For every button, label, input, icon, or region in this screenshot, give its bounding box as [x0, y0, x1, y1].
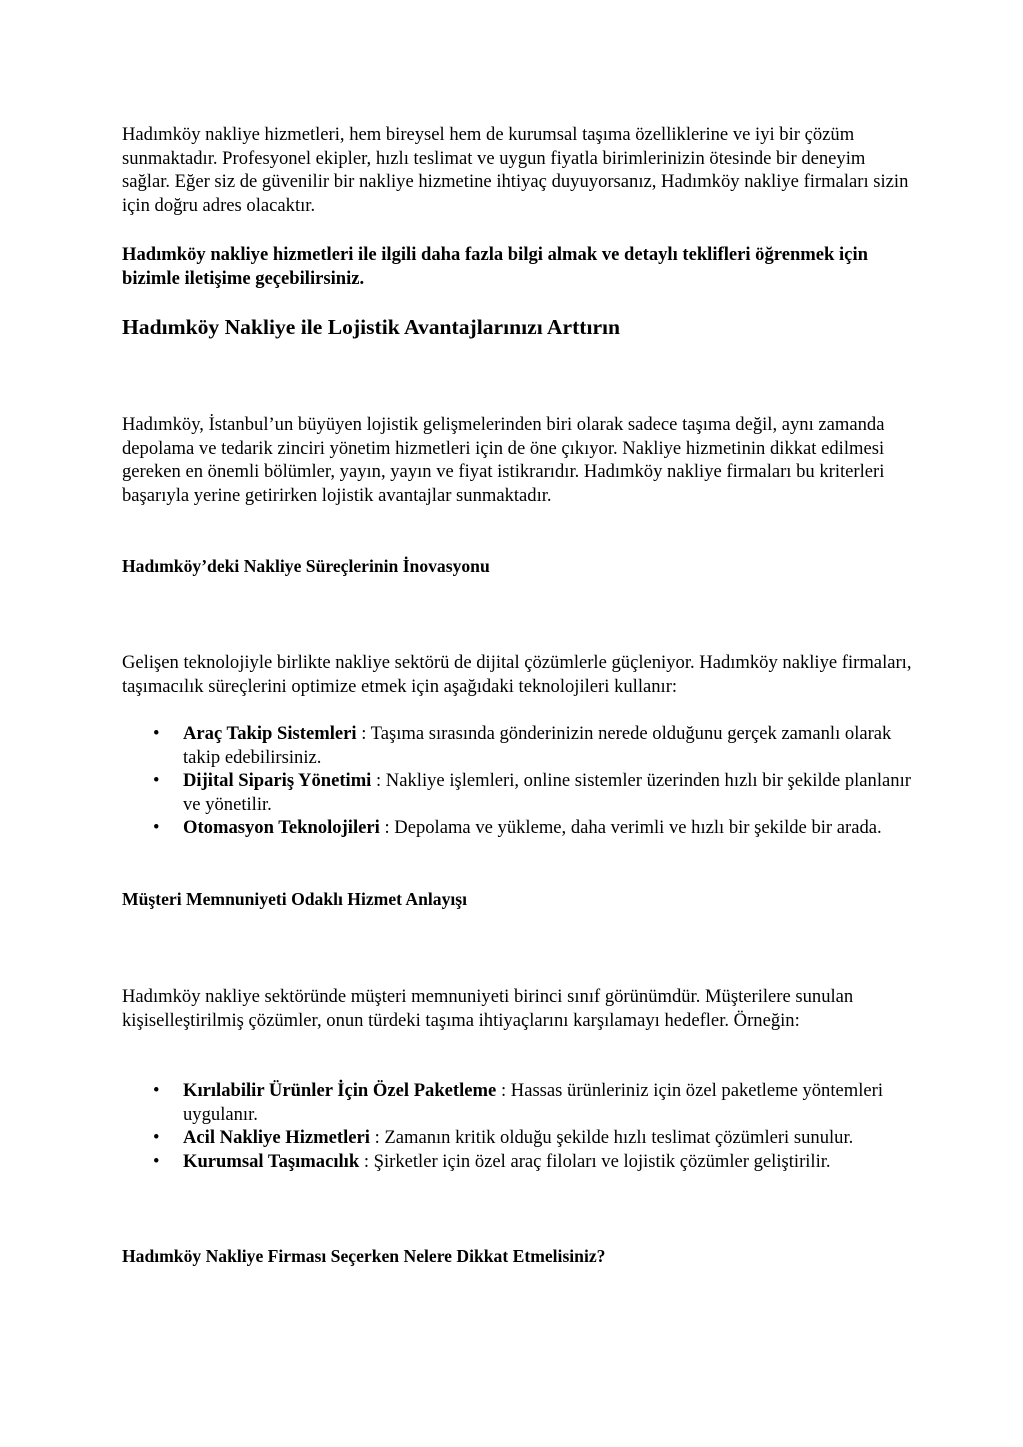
list-item-desc: : Depolama ve yükleme, daha verimli ve hızlı bir şekilde bir arada. [379, 817, 882, 838]
list-item-desc: : Şirketler için özel araç filoları ve lojistik çözümler geliştirilir. [359, 1150, 831, 1172]
bullet-icon: • [153, 1080, 160, 1101]
section2-paragraph: Gelişen teknolojiyle birlikte nakliye sektörü de dijital çözümlerle güçleniyor. Hadımköy nakliye firmaları, taşımacılık süreçlerini optimize etmek için aşağıdaki teknolojileri kullanır: [122, 652, 912, 697]
section2-list [122, 722, 912, 840]
intro-paragraph: Hadımköy nakliye hizmetleri, hem bireysel hem de kurumsal taşıma özelliklerine ve iyi bir çözüm sunmaktadır. Profesyonel ekipler, hızlı teslimat ve uygun fiyatla birimlerinizin ötesinde bir deneyim sağlar. Eğer siz de güvenilir bir nakliye hizmetine ihtiyaç duyuyorsanız, Hadımköy nakliye firmaları sizin için doğru adres olacaktır. [122, 124, 909, 216]
section3-paragraph: Hadımköy nakliye sektöründe müşteri memnuniyeti birinci sınıf görünümdür. Müşterilere sunulan kişiselleştirilmiş çözümler, onun türdeki taşıma ihtiyaçlarını karşılamayı hedefler. Örneğin: [122, 986, 854, 1031]
list-item-desc: : Hassas ürünleriniz için özel paketleme yöntemleri uygulanır. [183, 1080, 884, 1125]
list-item [122, 1126, 912, 1150]
section3-heading: Müşteri Memnuniyeti Odaklı Hizmet Anlayışı [122, 889, 468, 909]
bullet-icon: • [153, 1150, 160, 1172]
bullet-icon: • [153, 1127, 160, 1148]
section1-heading: Hadımköy Nakliye ile Lojistik Avantajlarınızı Arttırın [122, 315, 621, 339]
list-item [122, 769, 912, 816]
bullet-icon: • [153, 817, 160, 838]
section2-heading: Hadımköy’deki Nakliye Süreçlerinin İnovasyonu [122, 556, 490, 576]
list-item-desc: : Zamanın kritik olduğu şekilde hızlı teslimat çözümleri sunulur. [369, 1127, 854, 1148]
bullet-icon: • [153, 770, 160, 791]
list-item-term: Otomasyon Teknolojileri [183, 817, 380, 838]
list-item-term: Kırılabilir Ürünler İçin Özel Paketleme [183, 1080, 497, 1101]
list-item-term: Dijital Sipariş Yönetimi [183, 770, 372, 791]
list-item-term: Acil Nakliye Hizmetleri [183, 1127, 370, 1148]
list-item-term: Araç Takip Sistemleri [183, 723, 357, 744]
list-item-term: Kurumsal Taşımacılık [183, 1150, 360, 1172]
section1-paragraph: Hadımköy, İstanbul’un büyüyen lojistik gelişmelerinden biri olarak sadece taşıma değil, aynı zamanda depolama ve tedarik zinciri yönetim hizmetleri için de öne çıkıyor. Nakliye hizmetinin dikkat edilmesi gereken en önemli bölümler, yayın, yayın ve fiyat istikrarıdır. Hadımköy nakliye firmaları bu kriterleri başarıyla yerine getirirken lojistik avantajlar sunmaktadır. [122, 414, 885, 506]
list-item [122, 816, 912, 840]
list-item [122, 1150, 912, 1174]
list-item-desc: : Nakliye işlemleri, online sistemler üzerinden hızlı bir şekilde planlanır ve yönetilir. [183, 770, 911, 815]
list-item [122, 722, 912, 769]
section3-list [122, 1079, 912, 1173]
list-item [122, 1079, 912, 1126]
list-item-desc: : Taşıma sırasında gönderinizin nerede olduğunu gerçek zamanlı olarak takip edebilirsiniz. [183, 723, 892, 768]
section4-heading: Hadımköy Nakliye Firması Seçerken Nelere Dikkat Etmelisiniz? [122, 1246, 606, 1266]
intro-cta: Hadımköy nakliye hizmetleri ile ilgili daha fazla bilgi almak ve detaylı teklifleri öğrenmek için bizimle iletişime geçebilirsiniz. [122, 244, 868, 289]
bullet-icon: • [153, 723, 160, 744]
